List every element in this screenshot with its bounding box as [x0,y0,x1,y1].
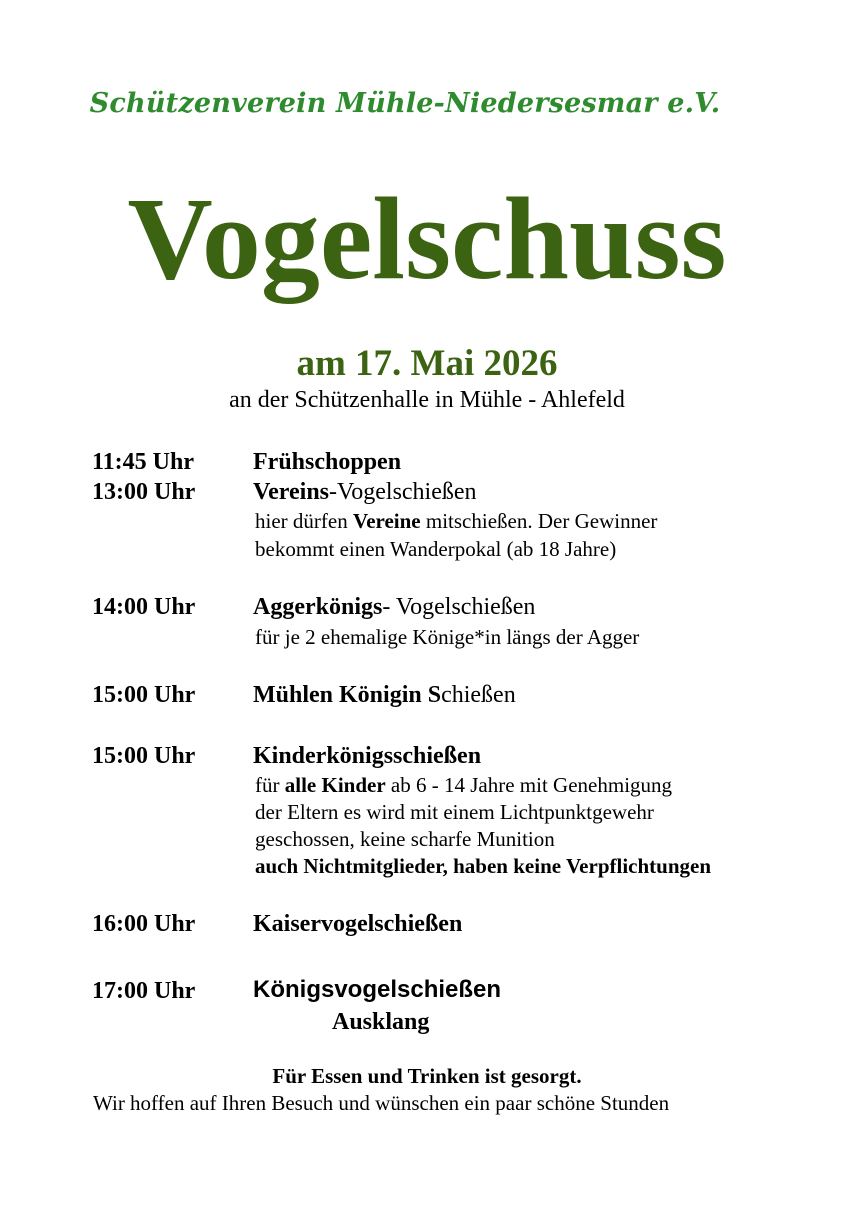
event-bold: Kaiservogelschießen [253,911,463,937]
event-bold: Vereins [253,479,330,505]
schedule-desc [255,509,657,534]
schedule-desc: geschossen, keine scharfe Munition [255,827,555,851]
event-rest: -Vogelschießen [329,479,477,505]
event-date: am 17. Mai 2026 [296,343,558,384]
club-name: Schützenverein Mühle-Niedersesmar e.V. [89,88,721,119]
event-rest: chießen [441,682,516,708]
schedule-desc: auch Nichtmitglieder, haben keine Verpflichtungen [255,854,712,878]
schedule-event [253,594,535,621]
schedule-event [253,682,516,709]
event-bold: Frühschoppen [253,449,402,475]
desc-bold: alle Kinder [284,773,386,797]
schedule-desc: bekommt einen Wanderpokal (ab 18 Jahre) [255,537,617,561]
event-bold: Kinderkönigsschießen [253,743,482,769]
schedule-time: 17:00 Uhr [92,978,196,1004]
schedule-time: 15:00 Uhr [92,743,196,769]
desc-bold: Vereine [352,509,421,533]
page-title: Vogelschuss [127,173,727,304]
schedule-event [253,911,462,938]
footer-food: Für Essen und Trinken ist gesorgt. [272,1064,582,1088]
schedule-event: Königsvogelschießen [253,976,502,1003]
event-rest: - Vogelschießen [382,594,536,620]
schedule-desc: der Eltern es wird mit einem Lichtpunktgewehr [255,800,654,824]
event-bold: Mühlen Königin S [253,682,442,708]
schedule-time: 16:00 Uhr [92,911,196,937]
schedule-desc: für je 2 ehemalige Könige*in längs der Agger [255,625,640,649]
schedule-time: 14:00 Uhr [92,594,196,620]
schedule-event [253,743,481,770]
desc-text: für [255,773,285,797]
schedule-event [253,449,401,476]
desc-text: mitschießen. Der Gewinner [420,509,658,533]
schedule-time: 11:45 Uhr [92,449,194,475]
schedule-desc: Ausklang [332,1009,430,1035]
desc-text: hier dürfen [255,509,353,533]
desc-text: ab 6 - 14 Jahre mit Genehmigung [385,773,673,797]
schedule-time: 13:00 Uhr [92,479,196,505]
schedule-desc [255,773,672,798]
schedule-time: 15:00 Uhr [92,682,196,708]
event-location: an der Schützenhalle in Mühle - Ahlefeld [229,387,625,413]
event-bold: Aggerkönigs [253,594,383,620]
footer-greeting: Wir hoffen auf Ihren Besuch und wünschen ein paar schöne Stunden [93,1091,670,1115]
schedule-event [253,479,477,506]
